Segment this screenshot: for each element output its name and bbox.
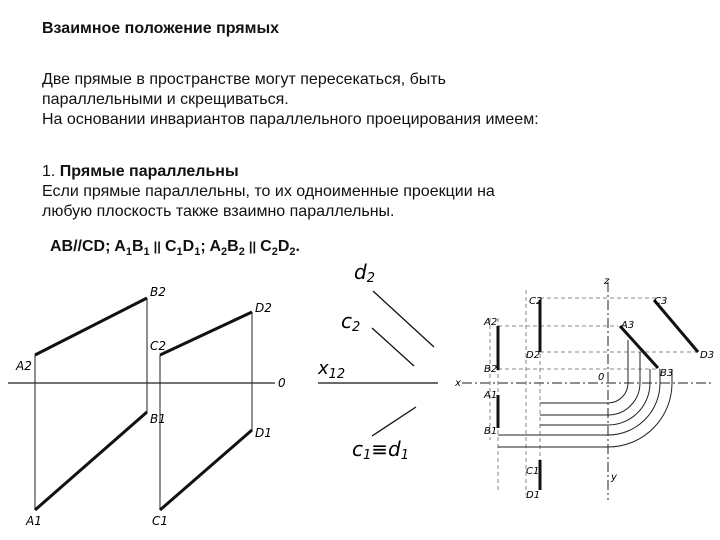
segment-c2d2 bbox=[160, 312, 252, 355]
label-origin: 0 bbox=[278, 376, 286, 390]
intro-line-3: На основании инвариантов параллельного проецирования имеем: bbox=[42, 111, 539, 128]
label-x12-sub: 12 bbox=[328, 367, 346, 382]
label-b1: B1 bbox=[484, 426, 498, 437]
label-d2-sub: 2 bbox=[366, 271, 375, 286]
formula-part: C bbox=[164, 238, 177, 255]
parallel-symbol: || bbox=[248, 239, 257, 254]
label-d1-sub: 1 bbox=[400, 448, 410, 463]
label-d1: D1 bbox=[526, 490, 541, 501]
label-a2: A2 bbox=[484, 317, 498, 328]
formula-part: B bbox=[131, 238, 144, 255]
label-a1: A1 bbox=[484, 390, 498, 401]
label-c1: C1 bbox=[152, 514, 169, 528]
formula-sub: 2 bbox=[271, 246, 278, 259]
label-d1-main: d bbox=[388, 437, 401, 461]
label-y: y bbox=[611, 472, 617, 483]
label-b2: B2 bbox=[150, 285, 166, 299]
line-d2 bbox=[373, 291, 434, 347]
formula-part: . bbox=[295, 238, 300, 255]
formula-part: D bbox=[277, 238, 290, 255]
label-z: z bbox=[604, 276, 610, 287]
label-c1: C1 bbox=[526, 466, 540, 477]
label-d3: D3 bbox=[700, 350, 715, 361]
formula-sub: 1 bbox=[194, 246, 201, 259]
label-a1: A1 bbox=[26, 514, 42, 528]
segment-a1b1 bbox=[35, 412, 147, 510]
label-c3: C3 bbox=[654, 296, 668, 307]
label-c2: C2 bbox=[529, 296, 543, 307]
formula-part: ; A bbox=[200, 238, 222, 255]
formula-sub: 2 bbox=[289, 246, 296, 259]
line-c1d1 bbox=[372, 407, 416, 436]
page-title: Взаимное положение прямых bbox=[42, 20, 280, 37]
right-epure-diagram bbox=[454, 276, 714, 501]
label-x: x bbox=[455, 378, 461, 389]
label-c1-sub: 1 bbox=[363, 448, 372, 463]
label-a2: A2 bbox=[16, 359, 32, 373]
label-c1-main: c bbox=[352, 437, 363, 461]
intro-line-2: параллельными и скрещиваться. bbox=[42, 91, 289, 108]
formula-sub: 2 bbox=[221, 246, 228, 259]
intro-line-1: Две прямые в пространстве могут пересекаться, быть bbox=[42, 71, 446, 88]
middle-diagram bbox=[317, 260, 438, 463]
line-c2 bbox=[372, 328, 414, 366]
parallel-symbol: || bbox=[153, 239, 161, 254]
projection-segments bbox=[498, 300, 698, 490]
label-d2-main: d bbox=[354, 260, 367, 284]
formula-part: C bbox=[260, 238, 272, 255]
label-x12 bbox=[317, 358, 345, 382]
projection-link-lines bbox=[490, 290, 700, 495]
formula-part: D bbox=[182, 238, 195, 255]
formula-sub: 1 bbox=[125, 246, 132, 259]
item-1-line-1: Если прямые параллельны, то их одноименные проекции на bbox=[42, 183, 495, 200]
segment-a2b2 bbox=[35, 298, 147, 355]
label-d2 bbox=[354, 260, 375, 286]
identity-symbol: ≡ bbox=[371, 437, 389, 461]
item-1-line-2: любую плоскость также взаимно параллельны. bbox=[42, 203, 395, 220]
segment-c1d1 bbox=[160, 430, 252, 510]
label-c2-sub: 2 bbox=[352, 320, 361, 335]
label-b1: B1 bbox=[150, 412, 166, 426]
label-x12-main: x bbox=[318, 358, 329, 379]
formula-part: AB//CD; A bbox=[50, 238, 126, 255]
formula-sub: 1 bbox=[143, 246, 150, 259]
item-1-heading-text: Прямые параллельны bbox=[59, 163, 239, 180]
label-d1: D1 bbox=[255, 426, 272, 440]
label-d2: D2 bbox=[526, 350, 541, 361]
label-c2 bbox=[341, 309, 360, 335]
formula-sub: 2 bbox=[238, 246, 245, 259]
label-d2: D2 bbox=[255, 301, 272, 315]
left-epure-diagram bbox=[8, 285, 286, 528]
formula-part: B bbox=[227, 238, 239, 255]
label-c1-d1 bbox=[352, 437, 409, 463]
label-origin: 0 bbox=[598, 372, 605, 383]
label-b2: B2 bbox=[484, 364, 498, 375]
label-b3: B3 bbox=[660, 368, 674, 379]
label-a3: A3 bbox=[621, 320, 635, 331]
label-c2-main: c bbox=[341, 309, 352, 333]
formula-sub: 1 bbox=[176, 246, 183, 259]
label-c2: C2 bbox=[150, 339, 167, 353]
item-1-number: 1. bbox=[42, 163, 56, 180]
